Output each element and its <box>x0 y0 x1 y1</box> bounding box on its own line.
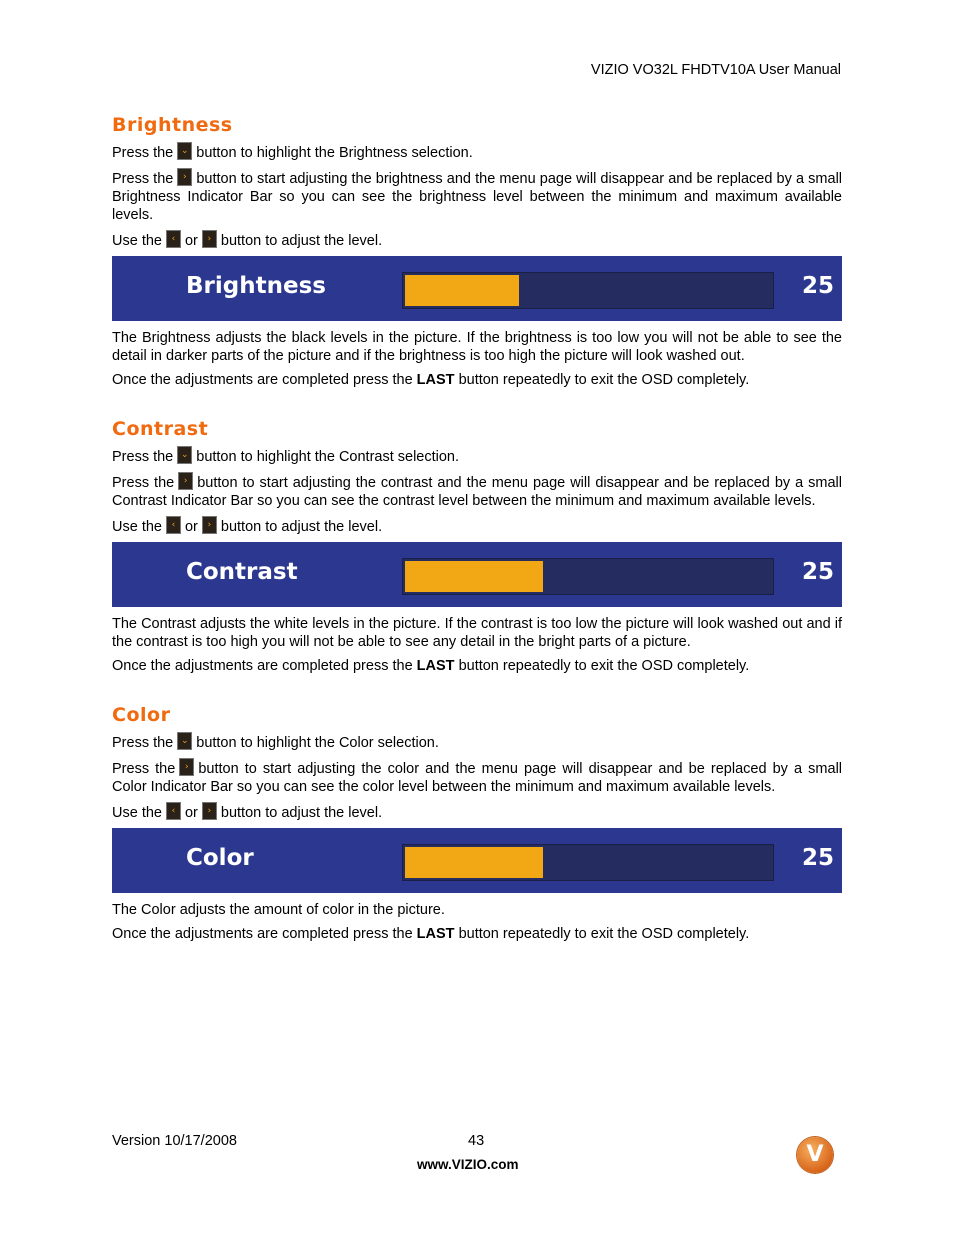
page-number: 43 <box>468 1133 485 1149</box>
color-section <box>112 704 842 949</box>
osd-value: 25 <box>801 559 834 585</box>
osd-value: 25 <box>801 273 834 299</box>
section-title: Color <box>112 704 171 726</box>
level-instruction: Use the ‹ or › button to adjust the level. <box>112 802 842 822</box>
osd-label: Brightness <box>186 273 326 299</box>
section-description: The Contrast adjusts the white levels in the picture. If the contrast is too low the picture will look washed out and if the contrast is too high you will not be able to see any detail in the bright parts of a picture. <box>112 616 842 650</box>
footer-url[interactable]: www.VIZIO.com <box>417 1157 519 1172</box>
vol-right-button-icon: › <box>202 516 217 534</box>
osd-label: Contrast <box>186 559 298 585</box>
highlight-instruction: Press the ⌄ button to highlight the Brightness selection. <box>112 142 842 162</box>
osd-level-track <box>402 558 774 595</box>
exit-instruction: Once the adjustments are completed press the LAST button repeatedly to exit the OSD completely. <box>112 658 750 674</box>
section-description: The Brightness adjusts the black levels in the picture. If the brightness is too low you will not be able to see the detail in darker parts of the picture and if the brightness is too high the picture will look washed out. <box>112 330 842 364</box>
osd-value: 25 <box>801 845 834 871</box>
vol-left-button-icon: ‹ <box>166 516 181 534</box>
section-title: Contrast <box>112 418 209 440</box>
contrast-section <box>112 418 842 681</box>
exit-instruction: Once the adjustments are completed press the LAST button repeatedly to exit the OSD completely. <box>112 926 750 942</box>
level-instruction: Use the ‹ or › button to adjust the level. <box>112 230 842 250</box>
manual-title: VIZIO VO32L FHDTV10A User Manual <box>590 62 841 78</box>
osd-indicator-bar <box>112 828 842 893</box>
vol-right-button-icon: › <box>177 168 192 186</box>
level-instruction: Use the ‹ or › button to adjust the level. <box>112 516 842 536</box>
vol-right-button-icon: › <box>202 230 217 248</box>
footer-version: Version 10/17/2008 <box>112 1133 237 1149</box>
brightness-section <box>112 114 842 395</box>
osd-indicator-bar <box>112 542 842 607</box>
osd-level-fill <box>405 561 543 592</box>
adjust-instruction: Press the › button to start adjusting the brightness and the menu page will disappear and be replaced by a small Brightness Indicator Bar so you can see the brightness level between the minimum and maximum available levels. <box>112 168 842 224</box>
osd-level-fill <box>405 847 543 878</box>
osd-label: Color <box>186 845 254 871</box>
vizio-logo-icon: V <box>797 1137 833 1173</box>
section-title: Brightness <box>112 114 233 136</box>
ch-down-button-icon: ⌄ <box>177 142 192 160</box>
highlight-instruction: Press the ⌄ button to highlight the Contrast selection. <box>112 446 842 466</box>
vol-right-button-icon: › <box>178 472 193 490</box>
adjust-instruction: Press the › button to start adjusting the color and the menu page will disappear and be replaced by a small Color Indicator Bar so you can see the color level between the minimum and maximum available levels. <box>112 758 842 796</box>
osd-level-track <box>402 272 774 309</box>
osd-indicator-bar <box>112 256 842 321</box>
section-description: The Color adjusts the amount of color in the picture. <box>112 902 445 918</box>
ch-down-button-icon: ⌄ <box>177 446 192 464</box>
osd-level-track <box>402 844 774 881</box>
exit-instruction: Once the adjustments are completed press the LAST button repeatedly to exit the OSD completely. <box>112 372 750 388</box>
osd-level-fill <box>405 275 519 306</box>
vol-left-button-icon: ‹ <box>166 230 181 248</box>
vol-right-button-icon: › <box>179 758 194 776</box>
highlight-instruction: Press the ⌄ button to highlight the Color selection. <box>112 732 842 752</box>
vol-right-button-icon: › <box>202 802 217 820</box>
adjust-instruction: Press the › button to start adjusting the contrast and the menu page will disappear and be replaced by a small Contrast Indicator Bar so you can see the contrast level between the minimum and maximum available levels. <box>112 472 842 510</box>
ch-down-button-icon: ⌄ <box>177 732 192 750</box>
vol-left-button-icon: ‹ <box>166 802 181 820</box>
